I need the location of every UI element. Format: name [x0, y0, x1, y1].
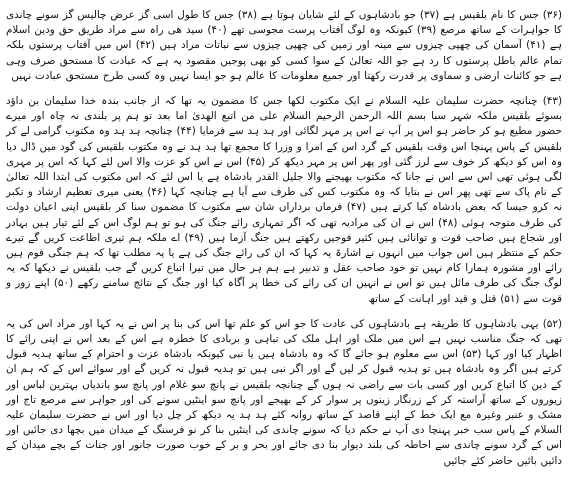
document-page — [6, 8, 562, 484]
paragraph-footnotes-43-51: (۴۳) چنانچہ حضرت سلیمان علیہ السلام نے ایک مکتوب لکھا جس کا مضمون یہ تھا کہ از جانب بندہ خدا سلیمان بن داؤد بسوئے بلقیس ملکہ شہر سبا بسم اللہ الرحمن الرحیم السلام علی من اتبع الھدیٰ اما بعد تو ہم پر بلندی نہ چاہ اور میرے حضور مطیع ہو کر حاضر ہو اس پر آپ نے اس پر مہر لگائی اور ہد ہد سے فرمایا (۴۴) چنانچہ ہد ہد وہ مکتوب گرامی لے کر بلقیس کے پاس پہنچا اس وقت بلقیس کے گرد اس کے امرا و وزرا کا مجمع تھا ہد ہد نے وہ مکتوب بلقیس کی گود میں ڈال دیا وہ اس کو دیکھ کر خوف سے لرز گئی اور پھر اس پر مہر دیکھ کر (۴۵) اس نے اس کو عزت والا اس لئے کہا کہ اس پر مہری لگی ہوئی تھی اس سے اس نے جانا کہ مکتوب بھیجنے والا جلیل القدر بادشاہ ہے یا اس لئے کہ اس مکتوب کی ابتدا اللہ تعالیٰ کے نام پاک سے تھی پھر اس نے بتایا کہ وہ مکتوب کس کی طرف سے آیا ہے چنانچہ کہا (۴۶) یعنی میری تعظیم ارشاد و تکبر نہ کرو جیسا کہ بعض بادشاہ کیا کرتے ہیں (۴۷) فرماں برداراں شان سے مکتوب کا مضمون سنا کر بلقیس اپنی اعیان دولت کی طرف متوجہ ہوئی (۴۸) اس نے ان کی مرادیہ تھی کہ اگر تمہاری رائے جنگ کی ہو تو ہم لوگ اس کے لئے تیار ہیں بہادر اور شجاع ہیں صاحب قوت و توانائی ہیں کثیر فوجیں رکھتے ہیں جنگ آزما ہیں (۴۹) اے ملکہ ہم تیری اطاعت کریں گے تیرے حکم کے منتظر ہیں اس جواب میں انہوں نے اشارۃ یہ کہا کہ ان کی رائے جنگ کی ہے یا یہ مطلب تھا کہ ہم جنگی قوم ہیں رائے اور مشورہ ہمارا کام نہیں تو خود صاحب عقل و تدبیر ہے ہم ہر حال میں تیرا اتباع کریں گے جب بلقیس نے دیکھا کہ یہ لوگ جنگ کی طرف مائل ہیں تو اس نے انہیں ان کی رائے کی خطا پر آگاہ کیا اور جنگ کے نتائج سامنے رکھے (۵۰) اپنے زور و قوت سے (۵۱) قتل و قید اور اہانت کے ساتھ — [6, 95, 563, 305]
paragraph-footnotes-36-42: (۳۶) جس کا نام بلقیس ہے (۳۷) جو بادشاہوں کے لئے شایان ہوتا ہے (۳۸) جس کا طول اسی گز عرض چالیس گز سونے چاندی کا جواہرات کے ساتھ مرصع (۳۹) کیونکہ وہ لوگ آفتاب پرست مجوسی تھے (۴۰) سید ھی راہ سے مراد طریق حق ودین اسلام ہے (۴۱) آسمان کی چھپی چیزوں سے مینہ اور زمین کی چھپی چیزوں سے نباتات مراد ہیں (۴۲) اس میں آفتاب پرستوں بلکہ تمام عالم باطل پرستوں کا رد ہے جو اللہ تعالیٰ کے سوا کسی کو بھی پوجیں مقصود یہ ہے کہ عبادت کا مستحق صرف وہی ہے جو کائنات ارضی و سماوی پر قدرت رکھتا اور جمیع معلومات کا عالم ہو جو ایسا نہیں وہ کسی طرح مستحق عبادت نہیں — [6, 9, 562, 82]
paragraph-footnotes-52-53: (۵۲) یہی بادشاہوں کا طریقہ ہے بادشاہوں کی عادت کا جو اس کو علم تھا اس کی بنا پر اس نے یہ کہا اور مراد اس کی یہ تھی کہ جنگ مناسب نہیں ہے اس میں ملک اور اہل ملک کی تباہی و بربادی کا خطرہ ہے اس کے بعد اس نے اپنی رائے کا اظہار کیا اور کہا (۵۳) اس سے معلوم ہو جائے گا کہ وہ بادشاہ ہیں یا نبی کیونکہ بادشاہ عزت و احترام کے ساتھ ہدیہ قبول کرتے ہیں اگر وہ بادشاہ ہیں تو ہدیہ قبول کر لیں گے اور اگر نبی ہیں تو ہدیہ قبول نہ کریں گے اور سوائے اس کے کہ ہم ان کے دین کا اتباع کریں اور کسی بات سے راضی نہ ہوں گے چنانچہ بلقیس نے پانچ سو غلام اور پانچ سو باندیاں بہترین لباس اور زیوروں کے ساتھ آراستہ کر کے زرنگار زینوں پر سوار کر کے بھیجے اور پانچ سو اینٹیں سونے کی اور جواہر سے مرصع تاج اور مشک و عنبر وغیرہ مع ایک خط کے اپنے قاصد کے ساتھ روانہ کئے ہد ہد یہ دیکھ کر چل دیا اور اس نے حضرت سلیمان علیہ السلام کے پاس سب خبر پہنچا دی آپ نے حکم دیا کہ سونے چاندی کی اینٹیں بنا کر نو فرسنگ کے میدان میں بچھا دی جائیں اور اس کے گرد سونے چاندی سے احاطہ کی بلند دیوار بنا دی جائے اور بحر و بر کے خوب صورت جانور اور جنات کے بچے میدان کے دائیں بائیں حاضر کئے جائیں — [6, 317, 562, 467]
